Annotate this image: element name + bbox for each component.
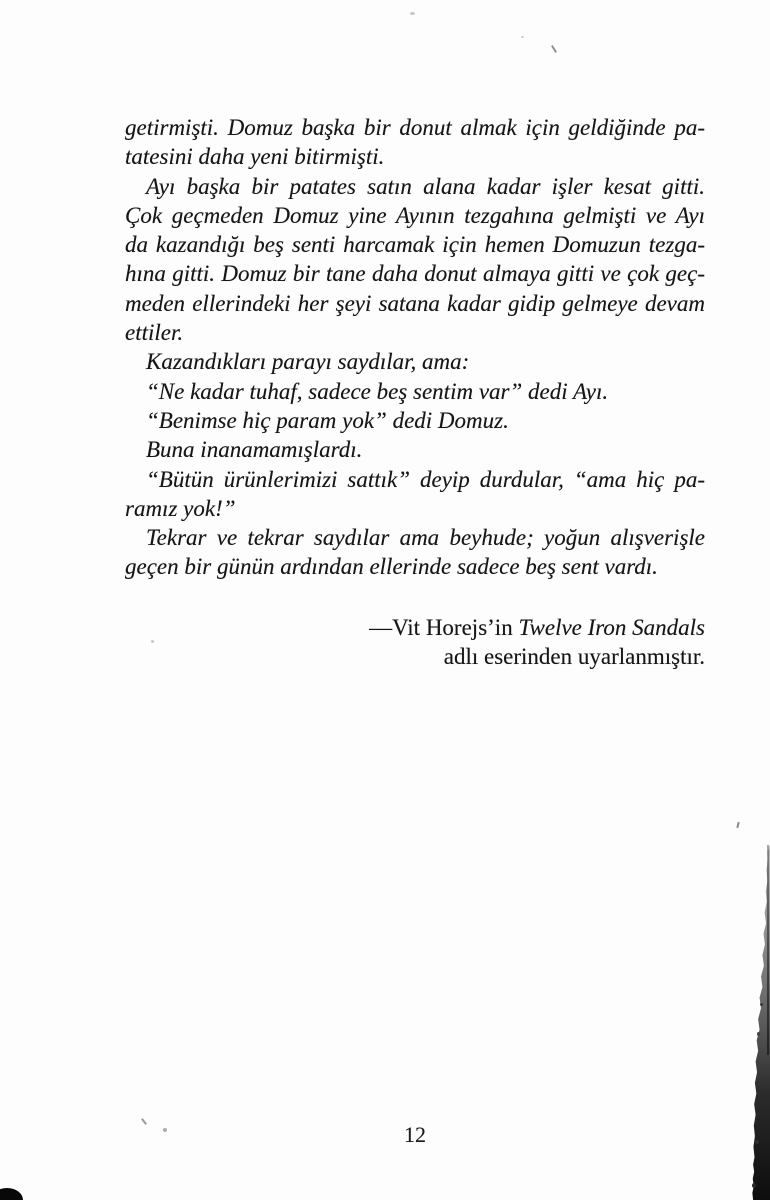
- text-line: Kazandıkları parayı saydılar, ama:: [146, 349, 470, 375]
- scan-corner-blob: [0, 1188, 23, 1200]
- scan-speck: [757, 1032, 760, 1036]
- text-line: “Benimse hiç param yok” dedi Domuz.: [146, 407, 509, 433]
- scan-speck: [163, 1128, 167, 1132]
- attribution-book-title: Twelve Iron Sandals: [518, 615, 705, 640]
- attribution: [125, 613, 705, 671]
- text-line: “Bütün ürünlerimizi sattık” deyip durdular, “ama hiç pa-: [146, 466, 705, 492]
- text-line: Buna inanamamışlardı.: [146, 437, 363, 463]
- body-text: [125, 113, 705, 582]
- text-line: geçen bir günün ardından ellerinde sadece beş sent vardı.: [125, 554, 658, 580]
- attribution-author: —Vit Horejs’in: [369, 615, 519, 640]
- scan-speck: [521, 36, 524, 38]
- scan-speck: [760, 1003, 763, 1006]
- text-line: “Ne kadar tuhaf, sadece beş sentim var” dedi Ayı.: [146, 378, 609, 404]
- scan-slash-mark: [551, 45, 557, 53]
- text-line: tatesini daha yeni bitirmişti.: [125, 144, 385, 170]
- text-line: Ayı başka bir patates satın alana kadar işler kesat gitti.: [146, 173, 705, 199]
- scan-speck: [755, 1140, 759, 1144]
- text-line: Tekrar ve tekrar saydılar ama beyhude; yoğun alışverişle: [146, 525, 705, 551]
- attribution-line-1: [125, 613, 705, 642]
- scan-slash-mark: [736, 822, 739, 828]
- scan-edge-line: [767, 845, 769, 1055]
- text-line: getirmişti. Domuz başka bir donut almak için geldiğinde pa-: [125, 115, 705, 140]
- scan-speck: [752, 1183, 756, 1188]
- attribution-line-2: adlı eserinden uyarlanmıştır.: [443, 644, 705, 669]
- text-line: Çok geçmeden Domuz yine Ayının tezgahına gelmişti ve Ayı: [125, 202, 705, 228]
- text-line: meden ellerindeki her şeyi satana kadar gidip gelmeye devam: [125, 290, 705, 316]
- text-line: ettiler.: [125, 320, 184, 346]
- text-line: hına gitti. Domuz bir tane daha donut almaya gitti ve çok geç-: [125, 261, 705, 287]
- scan-speck: [410, 12, 415, 15]
- text-line: ramız yok!”: [125, 495, 236, 521]
- page-number: 12: [404, 1122, 426, 1147]
- text-line: da kazandığı beş senti harcamak için hemen Domuzun tezga-: [125, 232, 705, 258]
- scan-speck: [151, 640, 154, 643]
